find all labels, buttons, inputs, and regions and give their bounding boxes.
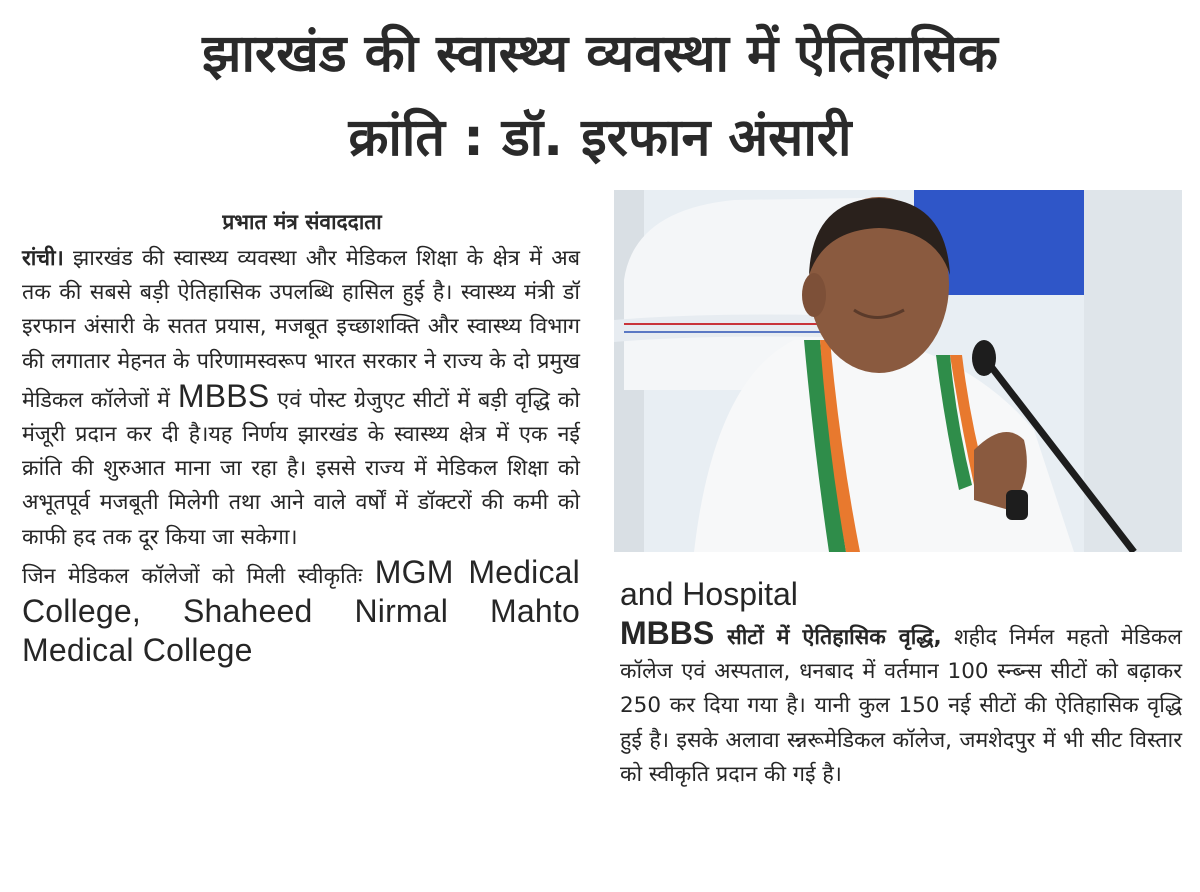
minister-photo — [614, 190, 1182, 552]
headline-line-2: क्रांति : डॉ. इरफान अंसारी — [348, 108, 852, 168]
article-paragraph-2 — [22, 555, 580, 673]
byline: प्रभात मंत्र संवाददाता — [222, 210, 382, 234]
dateline: रांची। — [22, 246, 64, 271]
headline-line-1: झारखंड की स्वास्थ्य व्यवस्था में ऐतिहासिक — [202, 24, 998, 84]
continued-line: and Hospital — [620, 576, 798, 612]
article-paragraph-1 — [22, 242, 580, 555]
seat-increase-heading: सीटों में ऐतिहासिक वृद्धि, — [714, 625, 942, 650]
mbbs-bold: MBBS — [620, 615, 715, 651]
article-column-left — [22, 242, 580, 672]
paragraph-3-text: शहीद निर्मल महतो मेडिकल कॉलेज एवं अस्पताल, धनबाद में वर्तमान 100 स्न्ब्न्स सीटों को बढ़ाकर 250 कर दिया गया है। यानी कुल 150 नई सीटों की ऐतिहासिक वृद्धि हुई है। इसके अलावा स्न्नरूमेडिकल कॉलेज, जमशेदपुर में भी सीट विस्तार को स्वीकृति प्रदान की गई है। — [620, 625, 1182, 787]
paragraph-1-text-a: झारखंड की स्वास्थ्य व्यवस्था और मेडिकल शिक्षा के क्षेत्र में अब तक की सबसे बड़ी ऐतिहासिक उपलब्धि हासिल हुई है। स्वास्थ्य मंत्री डॉ इरफान अंसारी के सतत प्रयास, मजबूत इच्छाशक्ति और स्वास्थ्य विभाग की लगातार मेहनत के परिणामस्वरूप भारत सरकार ने राज्य के दो प्रमुख मेडिकल कॉलेजों में — [22, 246, 580, 413]
approval-intro: जिन मेडिकल कॉलेजों को मिली स्वीकृतिः — [22, 563, 363, 589]
headline — [0, 12, 1200, 180]
article-paragraph-3 — [620, 616, 1182, 792]
minister-photo-illustration — [614, 190, 1182, 552]
paragraph-1-text-b: एवं पोस्ट ग्रेजुएट सीटों में बड़ी वृद्धि को मंजूरी प्रदान कर दी है।यह निर्णय झारखंड के स्वास्थ्य क्षेत्र में एक नई क्रांति की शुरुआत माना जा रहा है। इससे राज्य में मेडिकल शिक्षा को अभूतपूर्व मजबूती मिलेगी तथा आने वाले वर्षों में डॉक्टरों की कमी को काफी हद तक दूर किया जा सकेगा। — [22, 387, 580, 550]
college-names: MGM Medical College, Shaheed Nirmal Mahto Medical College — [22, 553, 580, 669]
article-column-right — [620, 616, 1182, 792]
mbbs-term: MBBS — [177, 377, 270, 414]
